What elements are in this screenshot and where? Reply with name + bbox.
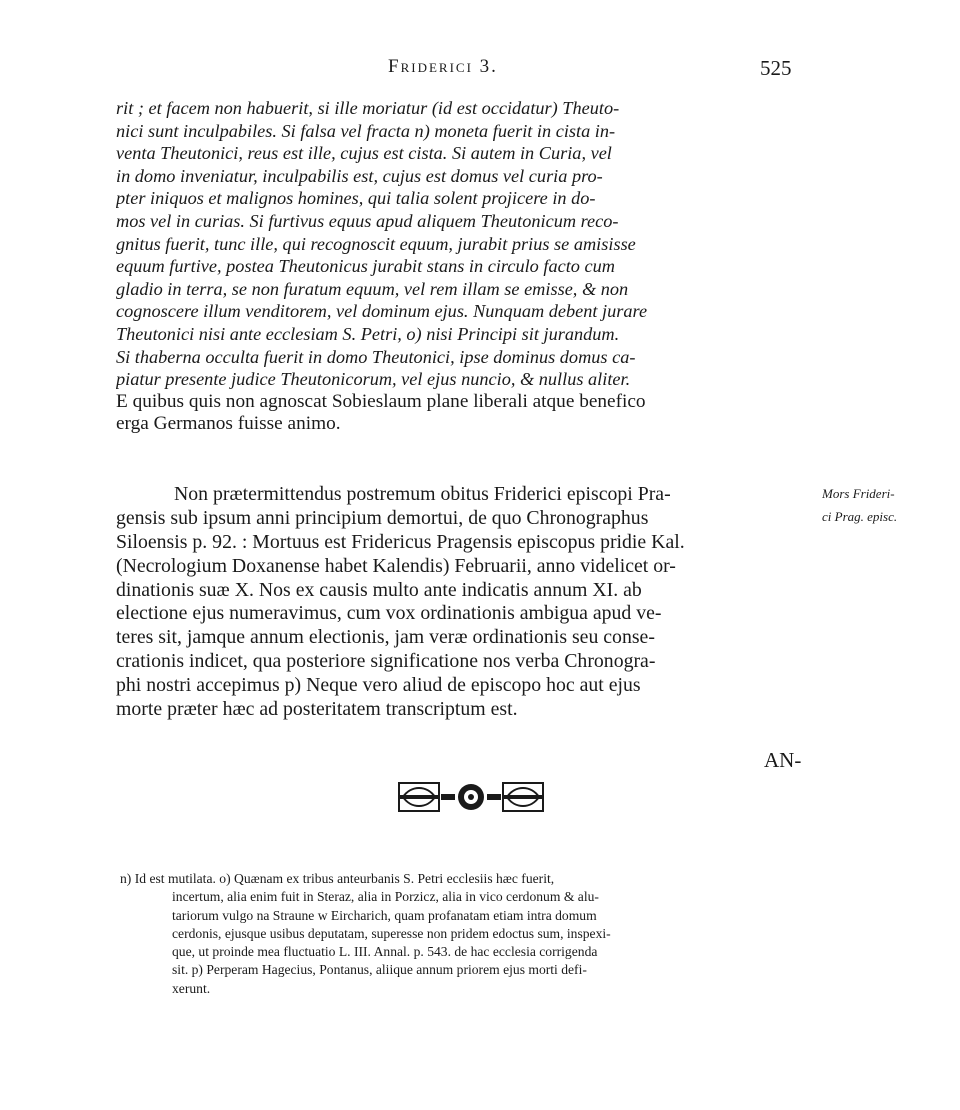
- footnote-line: xerunt.: [172, 980, 211, 996]
- footnote-line: tariorum vulgo na Straune w Eircharich, quam profanatam etiam intra domum: [172, 907, 597, 923]
- text-line: Siloensis p. 92. : Mortuus est Fridericus Pragensis episcopus pridie Kal.: [116, 530, 685, 553]
- paragraph-2: [116, 483, 810, 722]
- footnote-line: cerdonis, ejusque usibus deputatam, superesse non pridem edoctus sum, inspexi-: [172, 925, 611, 941]
- text-line: Theutonici nisi ante ecclesiam S. Petri, o) nisi Principi sit jurandum.: [116, 323, 620, 344]
- footnote-line: n) Id est mutilata. o) Quænam ex tribus anteurbanis S. Petri ecclesiis hæc fuerit,: [120, 871, 555, 886]
- footnote-line: incertum, alia enim fuit in Steraz, alia in Porzicz, alia in vico cerdonum & alu-: [172, 889, 599, 905]
- footnote-line: sit. p) Perperam Hagecius, Pontanus, aliique annum priorem ejus morti defi-: [172, 962, 587, 978]
- text-line: cognoscere illum venditorem, vel dominum ejus. Nunquam debent jurare: [116, 301, 648, 322]
- marginal-note-line: Mors Frideri-: [822, 486, 895, 501]
- paragraph-1: [116, 97, 810, 436]
- text-line: E quibus quis non agnoscat Sobieslaum plane liberali atque benefico: [116, 390, 646, 412]
- text-line: nici sunt inculpabiles. Si falsa vel fracta n) moneta fuerit in cista in-: [116, 120, 616, 141]
- text-line: (Necrologium Doxanense habet Kalendis) Februarii, anno videlicet or-: [116, 554, 676, 577]
- running-head: Friderici 3.: [388, 56, 498, 77]
- text-line: Non prætermittendus postremum obitus Friderici episcopi Pra-: [174, 483, 671, 505]
- text-line: electione ejus numeravimus, cum vox ordinationis ambigua apud ve-: [116, 602, 662, 625]
- text-line: morte præter hæc ad posteritatem transcriptum est.: [116, 698, 518, 721]
- text-line: dinationis suæ X. Nos ex causis multo ante indicatis annum XI. ab: [116, 578, 642, 601]
- footnotes: [120, 870, 820, 998]
- text-line: rit ; et facem non habuerit, si ille moriatur (id est occidatur) Theuto-: [116, 98, 620, 118]
- catchword: AN-: [764, 748, 802, 772]
- text-line: gensis sub ipsum anni principium demortui, de quo Chronographus: [116, 506, 649, 529]
- marginal-note: [822, 483, 958, 528]
- page-header: [0, 56, 960, 90]
- text-line: mos vel in curias. Si furtivus equus apud aliquem Theutonicum reco-: [116, 210, 619, 231]
- text-line: venta Theutonici, reus est ille, cujus est cista. Si autem in Curia, vel: [116, 143, 612, 164]
- text-line: equum furtive, postea Theutonicus jurabit stans in circulo facto cum: [116, 256, 615, 277]
- text-line: crationis indicet, qua posteriore significatione nos verba Chronogra-: [116, 650, 656, 673]
- text-line: gnitus fuerit, tunc ille, qui recognoscit equum, jurabit prius se amisisse: [116, 233, 636, 254]
- page-number: 525: [760, 56, 792, 80]
- text-line: phi nostri accepimus p) Neque vero aliud de episcopo hoc aut ejus: [116, 674, 641, 697]
- printers-ornament-icon: [395, 775, 547, 819]
- text-line: Si thaberna occulta fuerit in domo Theutonici, ipse dominus domus ca-: [116, 346, 636, 367]
- text-line: pter iniquos et malignos homines, qui talia solent projicere in do-: [116, 188, 596, 209]
- text-line: in domo inveniatur, inculpabilis est, cujus est domus vel curia pro-: [116, 165, 603, 186]
- text-line: teres sit, jamque annum electionis, jam veræ ordinationis seu conse-: [116, 626, 655, 649]
- marginal-note-line: ci Prag. episc.: [822, 508, 898, 524]
- text-line: gladio in terra, se non furatum equum, vel rem illam se emisse, & non: [116, 278, 629, 299]
- footnote-line: que, ut proinde mea fluctuatio L. III. Annal. p. 543. de hac ecclesia corrigenda: [172, 944, 598, 960]
- text-line: erga Germanos fuisse animo.: [116, 413, 341, 435]
- text-line: piatur presente judice Theutonicorum, vel ejus nuncio, & nullus aliter.: [116, 369, 631, 390]
